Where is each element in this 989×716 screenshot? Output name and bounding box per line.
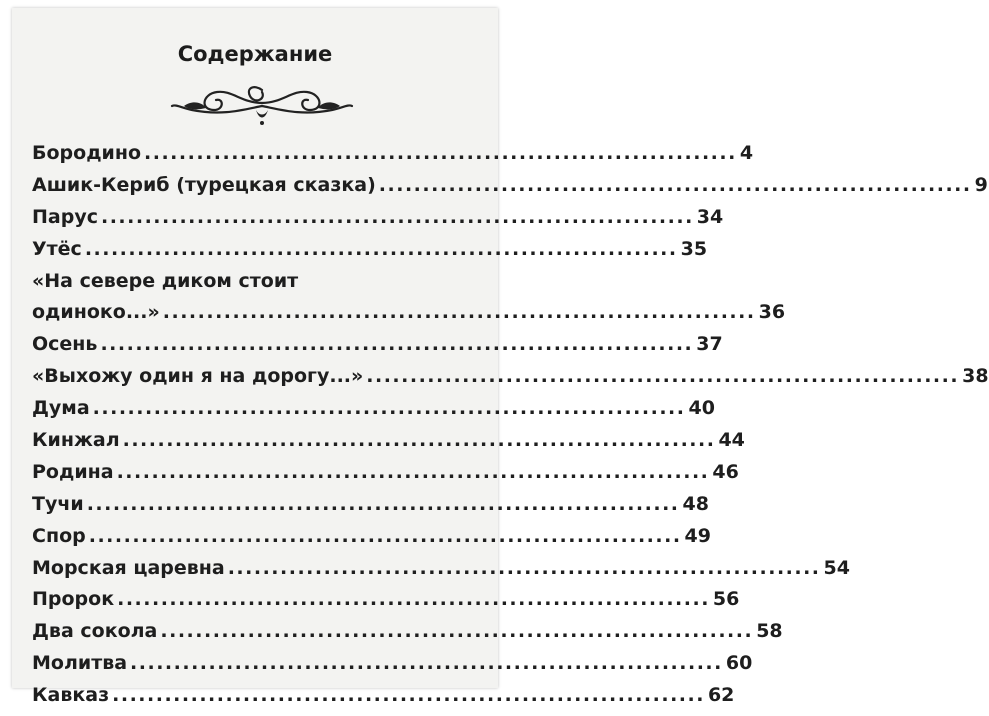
toc-entry[interactable] (32, 588, 740, 620)
toc-entry-page: 44 (718, 429, 745, 452)
toc-entry-page: 49 (684, 524, 711, 547)
toc-entry-page: 36 (758, 301, 786, 324)
toc-entry[interactable] (32, 365, 989, 397)
toc-entry-line2[interactable] (32, 301, 786, 333)
toc-entry-page: 62 (707, 684, 735, 707)
toc-entry[interactable] (32, 397, 715, 429)
toc-entry-title: Тучи (32, 492, 84, 515)
toc-entry-page: 58 (756, 620, 783, 643)
toc-entry[interactable] (32, 142, 754, 174)
toc-entry-title: Морская царевна (32, 556, 225, 579)
toc-entry[interactable] (32, 333, 723, 365)
toc-entry[interactable] (32, 237, 708, 270)
toc-entry-title: «Выхожу один я на дорогу...» (32, 365, 364, 388)
toc-entry-line1[interactable] (32, 270, 478, 302)
toc-entry[interactable] (32, 684, 735, 716)
toc-entry-page: 54 (823, 556, 850, 579)
dot-leader: .................................................................... (92, 397, 686, 420)
toc-entry-page: 9 (974, 173, 988, 196)
toc-entry-page: 4 (739, 142, 754, 164)
toc-entry-page: 46 (712, 460, 739, 483)
toc-entry-page: 40 (688, 397, 715, 420)
toc-entry-page: 34 (696, 205, 724, 228)
dot-leader: .................................................................... (378, 173, 972, 196)
toc-entry-title: Пророк (32, 588, 115, 611)
dot-leader: .................................................................... (366, 365, 960, 388)
dot-leader: .................................................................... (116, 460, 710, 483)
dot-leader: .................................................................... (112, 684, 705, 707)
toc-entry-page: 60 (725, 652, 753, 675)
toc-entry-title: Осень (32, 333, 98, 356)
toc-entry-title-line1: «На севере диком стоит (32, 269, 299, 292)
dot-leader: .................................................................... (100, 333, 694, 356)
toc-entry-title: Спор (32, 524, 86, 547)
toc-entry[interactable] (32, 620, 783, 652)
toc-entry-page: 38 (962, 365, 989, 388)
dot-leader: .................................................................... (86, 492, 680, 515)
toc-entry-title: Бородино (32, 142, 142, 164)
dot-leader: .................................................................... (117, 588, 710, 611)
toc-entry[interactable] (32, 173, 988, 206)
dot-leader: .................................................................... (84, 237, 678, 260)
toc-entry[interactable] (32, 524, 711, 557)
toc-entry-page: 35 (680, 237, 708, 260)
toc-entry[interactable] (32, 652, 753, 684)
toc-entry-title: Молитва (32, 652, 128, 675)
toc-entry-title: Ашик-Кериб (турецкая сказка) (32, 173, 376, 196)
dot-leader: .................................................................... (227, 556, 821, 579)
toc-entry[interactable] (32, 205, 724, 238)
toc-entry-page: 48 (682, 492, 709, 515)
toc-entry-page: 56 (712, 588, 740, 611)
toc-entry[interactable] (32, 460, 739, 493)
toc-entry-page: 37 (696, 333, 723, 356)
flourish-ornament-icon (162, 80, 362, 126)
book-page (12, 8, 989, 707)
toc-entry[interactable] (32, 429, 745, 461)
dot-leader: .................................................................... (130, 652, 723, 675)
dot-leader: .................................................................... (162, 301, 756, 324)
contents-heading: Содержание (177, 42, 333, 66)
dot-leader: .................................................................... (144, 142, 737, 164)
dot-leader: .................................................................... (160, 620, 754, 643)
toc-entry[interactable] (32, 556, 850, 589)
toc-entry-title: Кинжал (32, 429, 120, 452)
toc-entry[interactable] (32, 492, 709, 525)
toc-entry-title: Парус (32, 205, 98, 228)
dot-leader: .................................................................... (88, 524, 682, 547)
dot-leader: .................................................................... (100, 205, 694, 228)
toc-entry-title-line2: одиноко...» (32, 301, 160, 324)
toc-entry-title: Родина (32, 460, 114, 483)
toc-entry-title: Дума (32, 397, 90, 420)
toc-entry-title: Утёс (32, 237, 82, 260)
table-of-contents (32, 142, 989, 716)
toc-entry-title: Кавказ (32, 684, 110, 707)
toc-entry-title: Два сокола (32, 620, 158, 643)
dot-leader: .................................................................... (122, 429, 716, 452)
